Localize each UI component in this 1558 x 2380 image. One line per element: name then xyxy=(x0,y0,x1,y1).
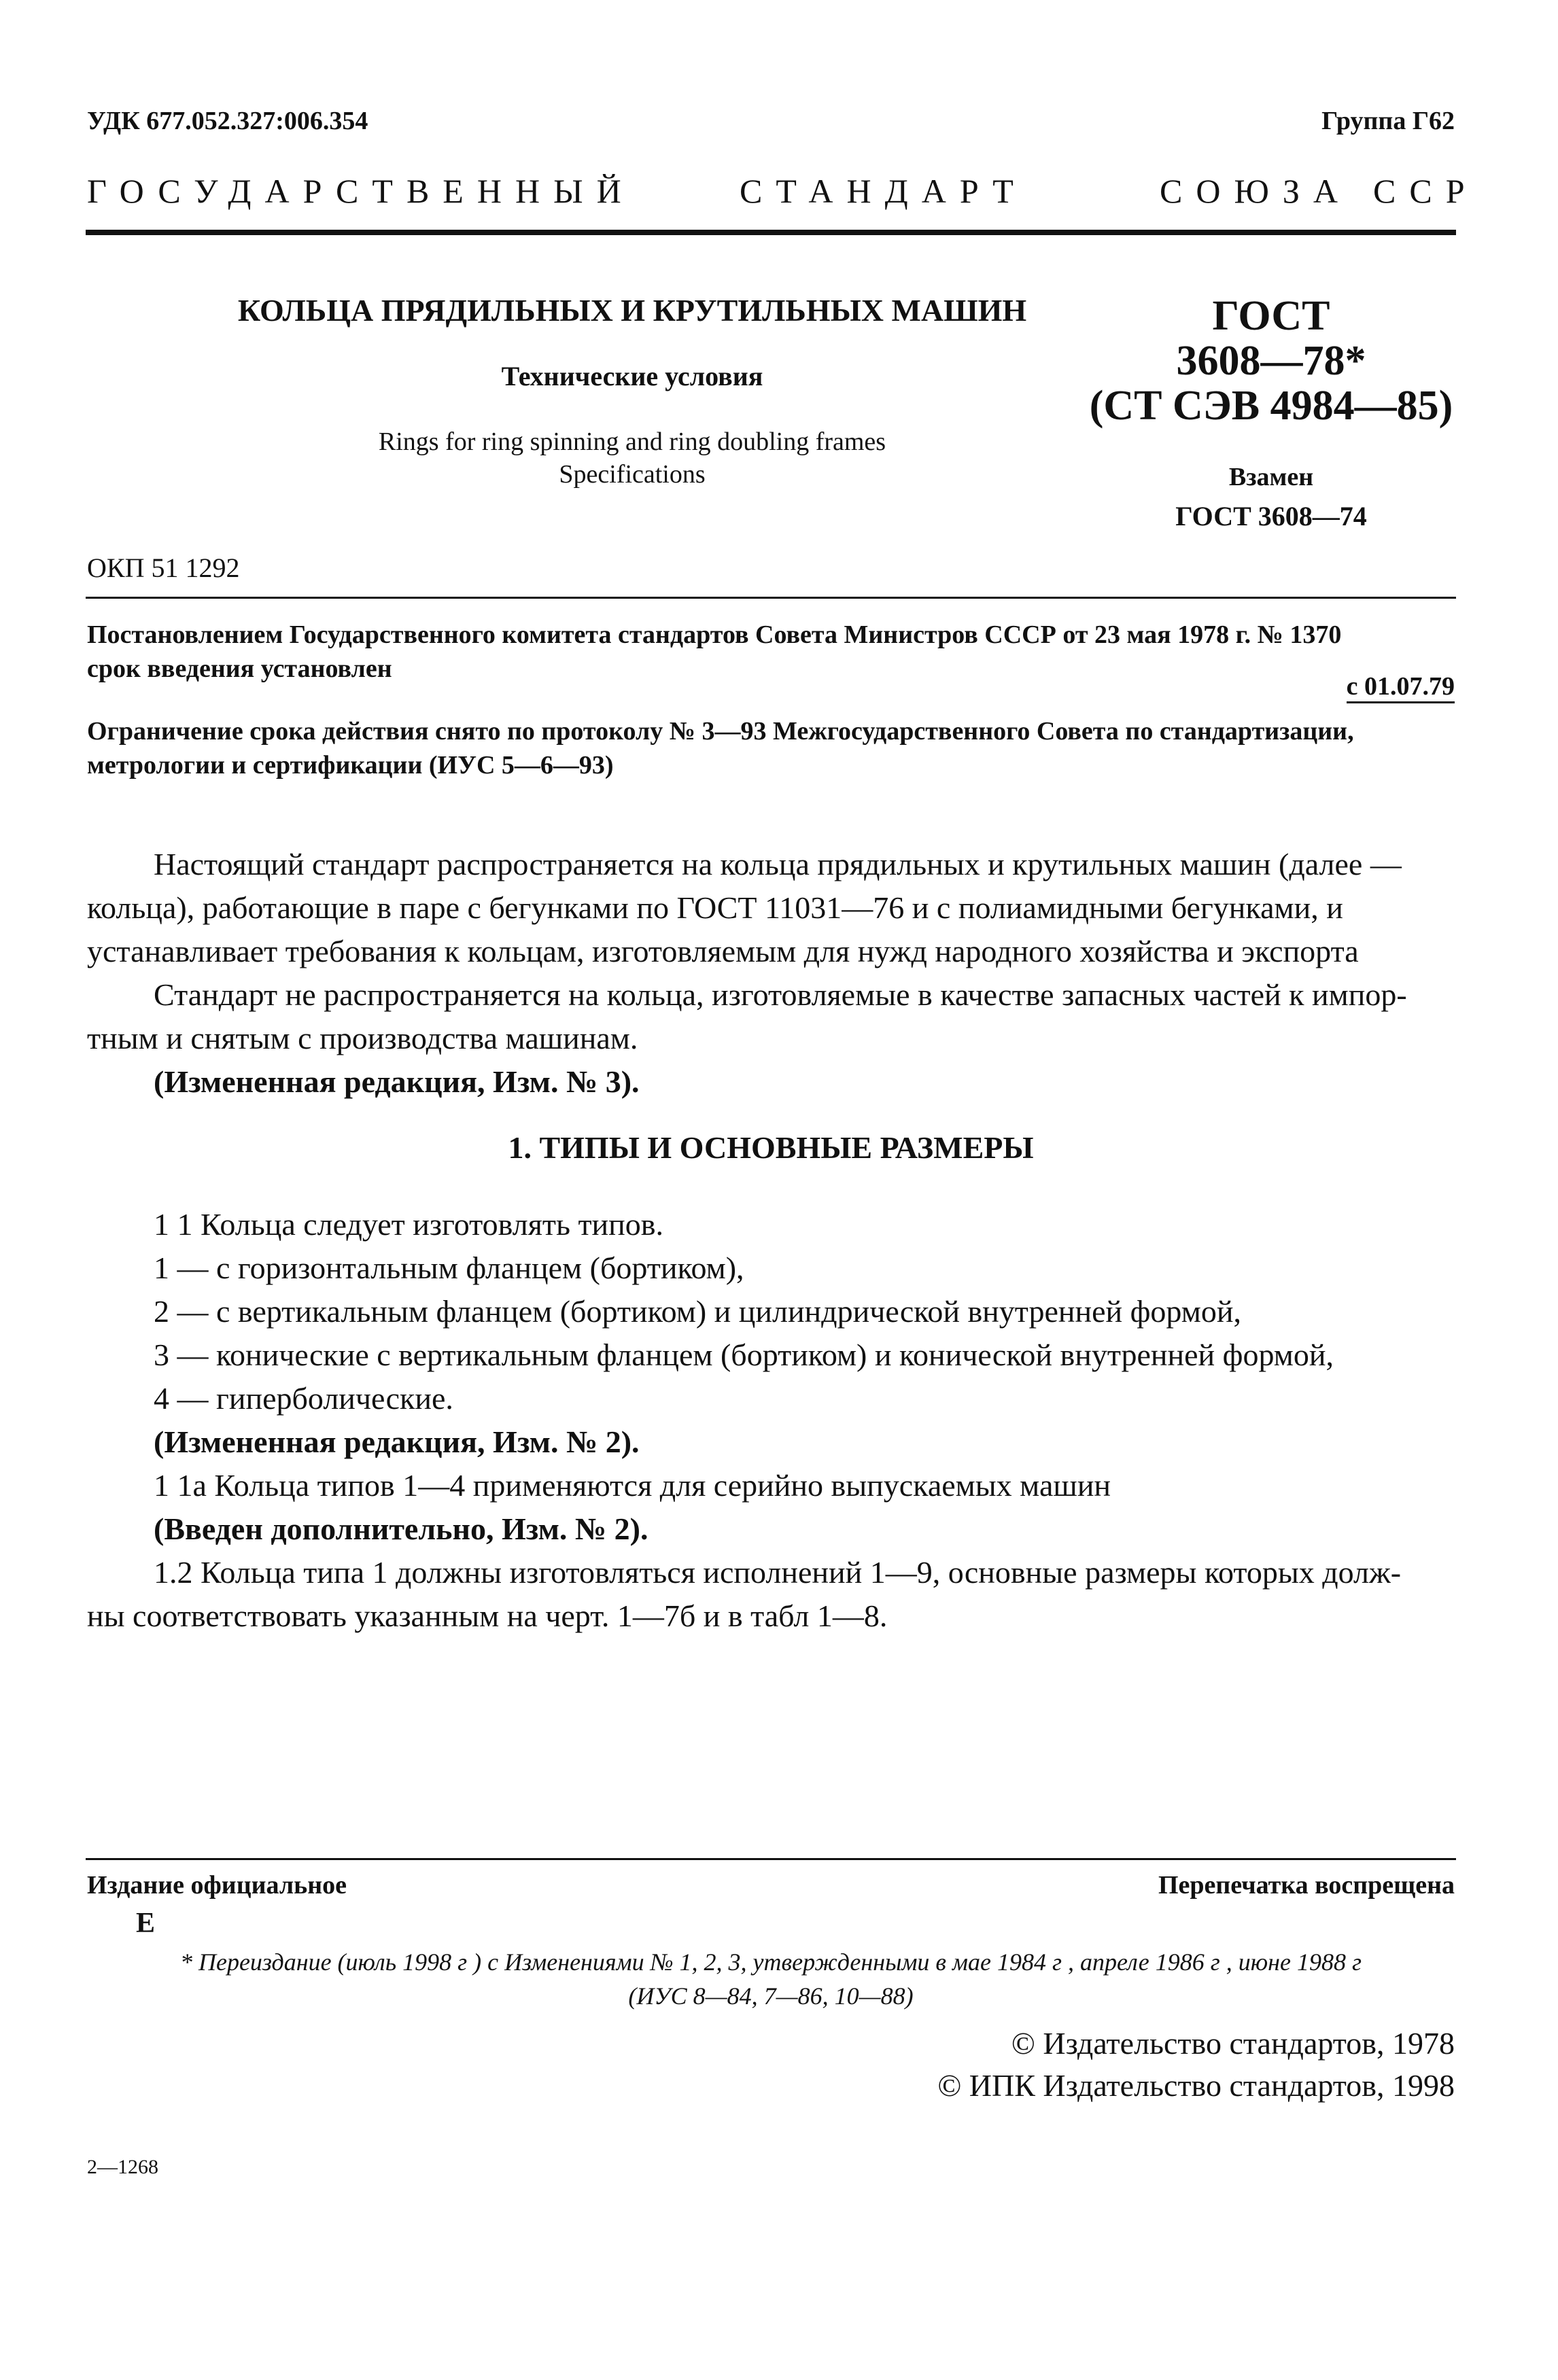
state-standard-banner xyxy=(87,171,1478,212)
title-rule xyxy=(86,597,1456,599)
intro-line-5: тным и снятым с производства машинам. xyxy=(87,1021,638,1055)
clause-1-1a: 1 1а Кольца типов 1—4 применяются для серийно выпускаемых машин xyxy=(154,1468,1111,1503)
amendment-note-2b: (Введен дополнительно, Изм. № 2). xyxy=(154,1511,648,1546)
reissue-note-line-1: * Переиздание (июль 1998 г ) с Изменениями № 1, 2, 3, утвержденными в мае 1984 г , апреле 1986 г , июне 1988 г xyxy=(179,1948,1362,1976)
okp-code: ОКП 51 1292 xyxy=(87,553,240,583)
intro-line-4: Стандарт не распространяется на кольца, изготовляемые в качестве запасных частей к импор- xyxy=(154,977,1407,1012)
banner-word-1: ГОСУДАРСТВЕННЫЙ xyxy=(87,172,635,210)
banner-word-3: СОЮЗА xyxy=(1160,172,1352,210)
amendment-note-2a: (Измененная редакция, Изм. № 2). xyxy=(154,1424,640,1459)
type-2: 2 — с вертикальным фланцем (бортиком) и цилиндрической внутренней формой, xyxy=(154,1294,1241,1329)
edition-letter: Е xyxy=(136,1908,156,1939)
replaces-label: Взамен xyxy=(1228,463,1314,491)
copyright-1998: © ИПК Издательство стандартов, 1998 xyxy=(937,2068,1455,2103)
intro-line-1: Настоящий стандарт распространяется на кольца прядильных и крутильных машин (далее — xyxy=(154,847,1402,881)
decree-line-1: Постановлением Государственного комитета стандартов Совета Министров СССР от 23 мая 1978 г. № 1370 xyxy=(87,620,1342,649)
reissue-note-line-2: (ИУС 8—84, 7—86, 10—88) xyxy=(628,1982,914,2010)
type-4: 4 — гиперболические. xyxy=(154,1381,453,1416)
reprint-prohibited: Перепечатка воспрещена xyxy=(1158,1871,1455,1900)
clause-1-2-line-2: ны соответствовать указанным на черт. 1—7б и в табл 1—8. xyxy=(87,1598,888,1633)
document-title: КОЛЬЦА ПРЯДИЛЬНЫХ И КРУТИЛЬНЫХ МАШИН xyxy=(237,293,1027,328)
official-edition: Издание официальное xyxy=(87,1871,347,1900)
banner-word-4: ССР xyxy=(1373,172,1478,210)
banner-word-2: СТАНДАРТ xyxy=(740,172,1027,210)
intro-line-3: устанавливает требования к кольцам, изготовляемым для нужд народного хозяйства и экспорта xyxy=(87,934,1359,968)
header-rule xyxy=(86,230,1456,235)
st-sev-number: (СТ СЭВ 4984—85) xyxy=(1089,383,1453,429)
gost-number: 3608—78* xyxy=(1176,338,1366,384)
replaces-value: ГОСТ 3608—74 xyxy=(1175,501,1367,531)
limit-line-2: метрологии и сертификации (ИУС 5—6—93) xyxy=(87,751,614,780)
page-code: 2—1268 xyxy=(87,2156,158,2178)
document-subtitle: Технические условия xyxy=(501,361,763,391)
type-3: 3 — конические с вертикальным фланцем (бортиком) и конической внутренней формой, xyxy=(154,1337,1334,1372)
english-subtitle: Specifications xyxy=(559,460,706,489)
amendment-note-3: (Измененная редакция, Изм. № 3). xyxy=(154,1064,640,1099)
gost-label: ГОСТ xyxy=(1212,293,1330,339)
limit-line-1: Ограничение срока действия снято по протоколу № 3—93 Межгосударственного Совета по стандартизации, xyxy=(87,717,1354,746)
clause-1-2-line-1: 1.2 Кольца типа 1 должны изготовляться исполнений 1—9, основные размеры которых долж- xyxy=(154,1555,1402,1590)
footer-rule xyxy=(86,1858,1456,1860)
clause-1-1: 1 1 Кольца следует изготовлять типов. xyxy=(154,1207,664,1242)
english-title: Rings for ring spinning and ring doubling frames xyxy=(378,427,886,456)
group-code: Группа Г62 xyxy=(1321,107,1455,135)
section-heading: 1. ТИПЫ И ОСНОВНЫЕ РАЗМЕРЫ xyxy=(508,1130,1034,1165)
decree-line-2: срок введения установлен xyxy=(87,654,392,683)
type-1: 1 — с горизонтальным фланцем (бортиком), xyxy=(154,1250,744,1285)
effective-date: с 01.07.79 xyxy=(1347,671,1455,703)
udk-code: УДК 677.052.327:006.354 xyxy=(87,107,368,135)
intro-line-2: кольца), работающие в паре с бегунками по ГОСТ 11031—76 и с полиамидными бегунками, и xyxy=(87,890,1343,925)
copyright-1978: © Издательство стандартов, 1978 xyxy=(1011,2026,1455,2061)
